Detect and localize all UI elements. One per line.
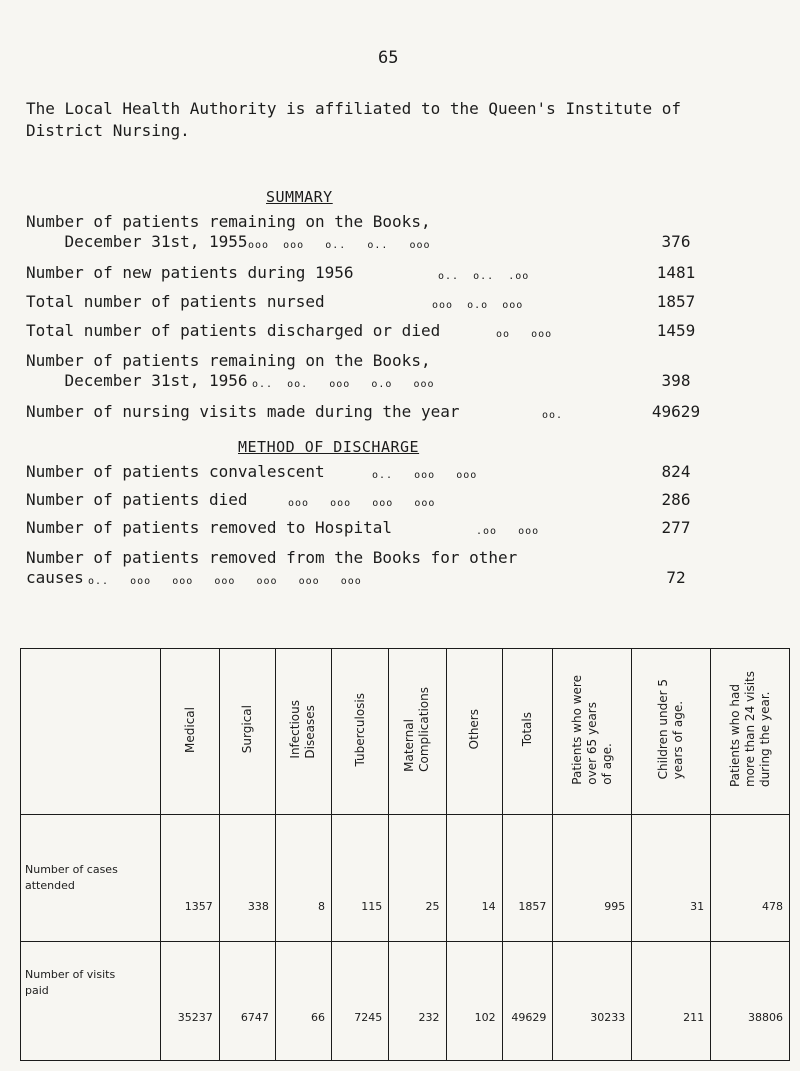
table-cell: 7245	[332, 942, 389, 1061]
table-row	[21, 815, 790, 942]
summary-row-label: Total number of patients discharged or died	[26, 321, 441, 340]
summary-row	[26, 263, 726, 283]
summary-row	[26, 321, 726, 341]
summary-row-value: 376	[661, 232, 691, 251]
summary-row-value: 1857	[656, 292, 696, 311]
column-header: Infectious Diseases	[275, 649, 331, 815]
column-header: Totals	[502, 649, 553, 815]
leader-dots: o.. ooo ooo ooo ooo ooo ooo	[88, 576, 362, 587]
leader-dots: o.. o.. .oo	[438, 271, 530, 282]
summary-row-value: 1459	[656, 321, 696, 340]
table-cell: 49629	[502, 942, 553, 1061]
leader-dots: o.. oo. ooo o.o ooo	[252, 379, 435, 390]
column-header: Maternal Complications	[389, 649, 446, 815]
table-row	[21, 942, 790, 1061]
table-cell: 478	[711, 815, 790, 942]
table-cell: 1857	[502, 815, 553, 942]
table-cell: 232	[389, 942, 446, 1061]
summary-row	[26, 351, 726, 391]
row-header: Number of cases attended	[21, 815, 161, 942]
discharge-heading: METHOD OF DISCHARGE	[238, 438, 420, 456]
cases-visits-table	[20, 648, 790, 1061]
table-cell: 211	[632, 942, 711, 1061]
leader-dots: oo ooo	[496, 329, 553, 340]
discharge-row	[26, 462, 726, 482]
discharge-row	[26, 548, 726, 588]
table-cell: 1357	[161, 815, 219, 942]
discharge-row-label: Number of patients died	[26, 490, 248, 509]
table-corner-cell	[21, 649, 161, 815]
table-cell: 35237	[161, 942, 219, 1061]
table-cell: 31	[632, 815, 711, 942]
summary-row-value: 1481	[656, 263, 696, 282]
column-header: Medical	[161, 649, 219, 815]
column-header: Others	[446, 649, 502, 815]
table-cell: 14	[446, 815, 502, 942]
discharge-row	[26, 490, 726, 510]
summary-row	[26, 402, 726, 422]
discharge-row-value: 824	[661, 462, 691, 481]
table-cell: 115	[332, 815, 389, 942]
summary-heading: SUMMARY	[266, 188, 333, 206]
table-header-row	[21, 649, 790, 815]
leader-dots: ooo ooo o.. o.. ooo	[248, 240, 431, 251]
leader-dots: .oo ooo	[476, 526, 540, 537]
intro-paragraph: The Local Health Authority is affiliated to the Queen's Institute of District Nursing.	[26, 99, 682, 140]
summary-row-label: Number of patients remaining on the Books, December 31st, 1955	[26, 212, 431, 251]
leader-dots: o.. ooo ooo	[372, 470, 478, 481]
table-cell: 38806	[711, 942, 790, 1061]
page-number: 65	[378, 48, 399, 68]
row-header: Number of visits paid	[21, 942, 161, 1061]
leader-dots: ooo ooo ooo ooo	[288, 498, 436, 509]
discharge-row-label: Number of patients convalescent	[26, 462, 325, 481]
column-header: Patients who had more than 24 visits during the year.	[711, 649, 790, 815]
summary-row-label: Total number of patients nursed	[26, 292, 325, 311]
discharge-row-value: 277	[661, 518, 691, 537]
table-cell: 995	[553, 815, 632, 942]
discharge-row-label: Number of patients removed from the Books for other causes	[26, 548, 518, 587]
table-cell: 6747	[219, 942, 275, 1061]
table-cell: 25	[389, 815, 446, 942]
table-cell: 66	[275, 942, 331, 1061]
leader-dots: oo.	[542, 410, 564, 421]
table-cell: 8	[275, 815, 331, 942]
column-header: Surgical	[219, 649, 275, 815]
discharge-row	[26, 518, 726, 538]
summary-row-label: Number of patients remaining on the Books, December 31st, 1956	[26, 351, 431, 390]
column-header: Tuberculosis	[332, 649, 389, 815]
discharge-row-value: 286	[661, 490, 691, 509]
table-cell: 338	[219, 815, 275, 942]
summary-row-value: 398	[661, 371, 691, 390]
discharge-row-label: Number of patients removed to Hospital	[26, 518, 393, 537]
summary-row-label: Number of nursing visits made during the year	[26, 402, 460, 421]
table-cell: 30233	[553, 942, 632, 1061]
table-cell: 102	[446, 942, 502, 1061]
column-header: Children under 5 years of age.	[632, 649, 711, 815]
summary-row-value: 49629	[651, 402, 701, 421]
leader-dots: ooo o.o ooo	[432, 300, 524, 311]
column-header: Patients who were over 65 years of age.	[553, 649, 632, 815]
summary-row	[26, 212, 726, 252]
summary-row	[26, 292, 726, 312]
discharge-row-value: 72	[666, 568, 686, 587]
summary-row-label: Number of new patients during 1956	[26, 263, 354, 282]
